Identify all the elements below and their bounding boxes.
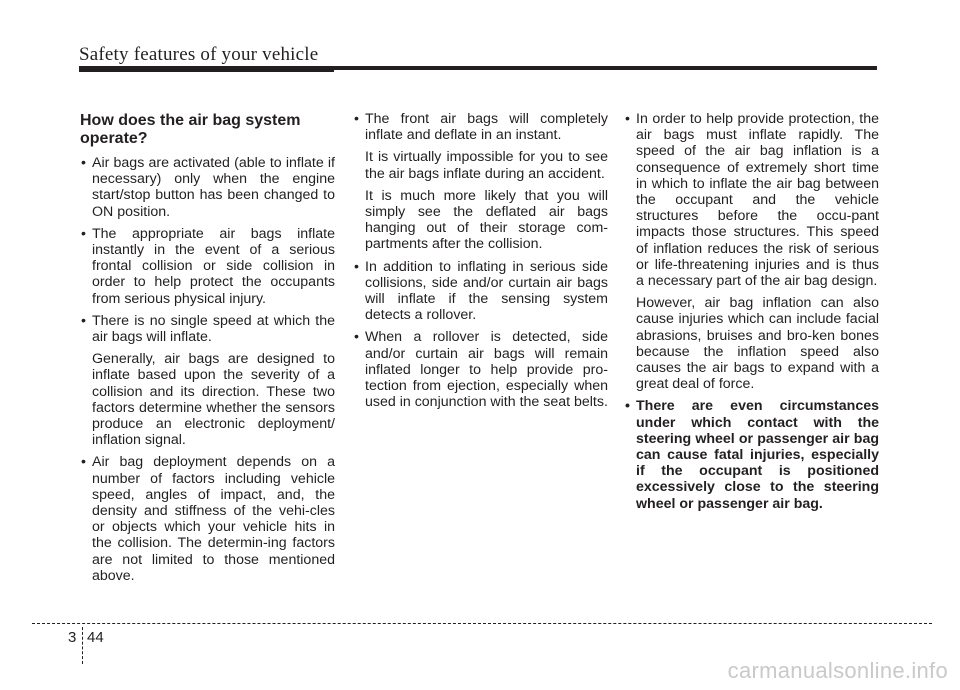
paragraph: • There are even circumstances under which contact with the steering wheel or passenger air bag can cause fatal injuries, especially if the occupant is positioned excessively close to the steering wheel or passenger air bag.	[636, 398, 879, 512]
paragraph: However, air bag inflation can also cause injuries which can include facial abrasions, bruises and bro-ken bones because the inflation speed also causes the air bags to expand with a great deal of force.	[636, 295, 879, 393]
bullet-list	[80, 155, 335, 584]
list-item	[353, 111, 608, 253]
list-item	[80, 155, 335, 220]
warning-list-item	[624, 398, 879, 511]
paragraph: • In order to help provide protection, the air bags must inflate rapidly. The speed of the air bag inflation is a consequence of extremely short time in which to inflate the air bag between the occupant and the vehicle structures before the occu-pant impacts those structures. This speed of inflation reduces the risk of serious or life-threatening injuries and is thus a necessary part of the air bag design.	[636, 111, 879, 290]
bullet-list	[353, 111, 608, 410]
footer-vertical-divider	[82, 627, 83, 664]
header-rule-accent	[79, 70, 334, 72]
paragraph: • Air bag deployment depends on a number of factors including vehicle speed, angles of impact, and, the density and stiffness of the vehi-cles or objects which your vehicle hits in the collision. The determin-ing factors are not limited to those mentioned above.	[92, 454, 335, 584]
paragraph: • The appropriate air bags inflate instantly in the event of a serious frontal collision or side collision in order to help protect the occupants from serious physical injury.	[92, 225, 335, 307]
footer-divider	[32, 623, 932, 624]
section-number: 3	[68, 629, 77, 646]
paragraph: It is virtually impossible for you to see the air bags inflate during an accident.	[365, 149, 608, 182]
list-item	[80, 226, 335, 307]
bullet-list	[624, 111, 879, 512]
list-item	[353, 329, 608, 410]
paragraph: • There is no single speed at which the air bags will inflate.	[92, 312, 335, 346]
column-2	[353, 111, 608, 416]
list-item	[353, 259, 608, 324]
paragraph: It is much more likely that you will simply see the deflated air bags hanging out of their storage com-partments after the collision.	[365, 187, 608, 253]
paragraph: • The front air bags will completely inflate and deflate in an instant.	[365, 111, 608, 144]
list-item	[624, 111, 879, 392]
paragraph: Generally, air bags are designed to inflate based upon the severity of a collision and its direction. These two factors determine whether the sensors produce an electronic deployment/ inflation signal.	[92, 351, 335, 449]
watermark: carmanualsonline.info	[727, 658, 948, 683]
column-1	[80, 112, 335, 590]
list-item	[80, 313, 335, 449]
paragraph: • In addition to inflating in serious side collisions, side and/or curtain air bags will inflate if the sensing system detects a rollover.	[365, 258, 608, 324]
section-heading: How does the air bag system operate?	[80, 112, 301, 147]
page-number: 44	[87, 629, 104, 646]
section-title: Safety features of your vehicle	[79, 44, 319, 65]
list-item	[80, 454, 335, 584]
column-3	[624, 111, 879, 518]
paragraph: • Air bags are activated (able to inflate if necessary) only when the engine start/stop button has been changed to ON position.	[92, 155, 335, 220]
paragraph: • When a rollover is detected, side and/or curtain air bags will remain inflated longer to help provide pro-tection from ejection, especially when used in conjunction with the seat belts.	[365, 329, 608, 411]
